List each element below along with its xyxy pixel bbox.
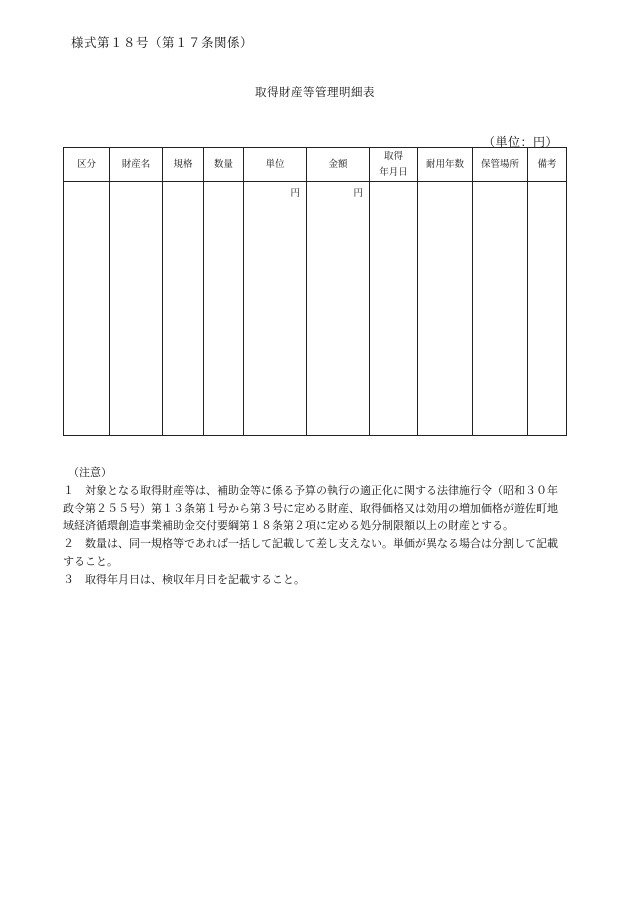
cell-asset-name: [110, 182, 163, 436]
column-header-useful-life: 耐用年数: [418, 148, 473, 182]
asset-ledger-table: [63, 147, 567, 436]
notes-section: [63, 464, 566, 589]
cell-remarks: [528, 182, 567, 436]
acquisition-date-label-line1: 取得: [383, 150, 403, 162]
column-header-quantity: 数量: [204, 148, 244, 182]
form-number: 様式第１８号（第１７条関係）: [71, 35, 254, 50]
cell-specification: [163, 182, 204, 436]
cell-acquisition-date: [370, 182, 418, 436]
column-header-remarks: 備考: [528, 148, 567, 182]
note-item-3: ３ 取得年月日は、検収年月日を記載すること。: [63, 572, 305, 586]
acquisition-date-label-line2: 年月日: [379, 166, 408, 178]
column-header-acquisition-date: [370, 148, 418, 182]
note-item-2: ２ 数量は、同一規格等であれば一括して記載して差し支えない。単価が異なる場合は分割して記載すること。: [63, 537, 558, 568]
note-item-1: １ 対象となる取得財産等は、補助金等に係る予算の執行の適正化に関する法律施行令（昭和３０年政令第２５５号）第１３条第１号から第３号に定める財産、取得価格又は効用の増加価格が遊佐町地域経済循環創造事業補助金交付要綱第１８条第２項に定める処分制限額以上の財産とする。: [63, 483, 558, 533]
cell-storage-location: [473, 182, 528, 436]
column-header-storage-location: 保管場所: [473, 148, 528, 182]
column-header-amount: 金額: [307, 148, 370, 182]
column-header-category: 区分: [64, 148, 110, 182]
cell-category: [64, 182, 110, 436]
cell-amount: 円: [307, 182, 370, 436]
cell-quantity: [204, 182, 244, 436]
column-header-specification: 規格: [163, 148, 204, 182]
cell-useful-life: [418, 182, 473, 436]
column-header-asset-name: 財産名: [110, 148, 163, 182]
column-header-unit-price: 単位: [244, 148, 307, 182]
unit-note: （単位：円）: [482, 135, 558, 149]
document-title: 取得財産等管理明細表: [255, 85, 375, 99]
notes-heading: （注意）: [68, 466, 112, 479]
cell-unit-price: 円: [244, 182, 307, 436]
table-header-row: [64, 148, 567, 182]
table-row: [64, 182, 567, 436]
